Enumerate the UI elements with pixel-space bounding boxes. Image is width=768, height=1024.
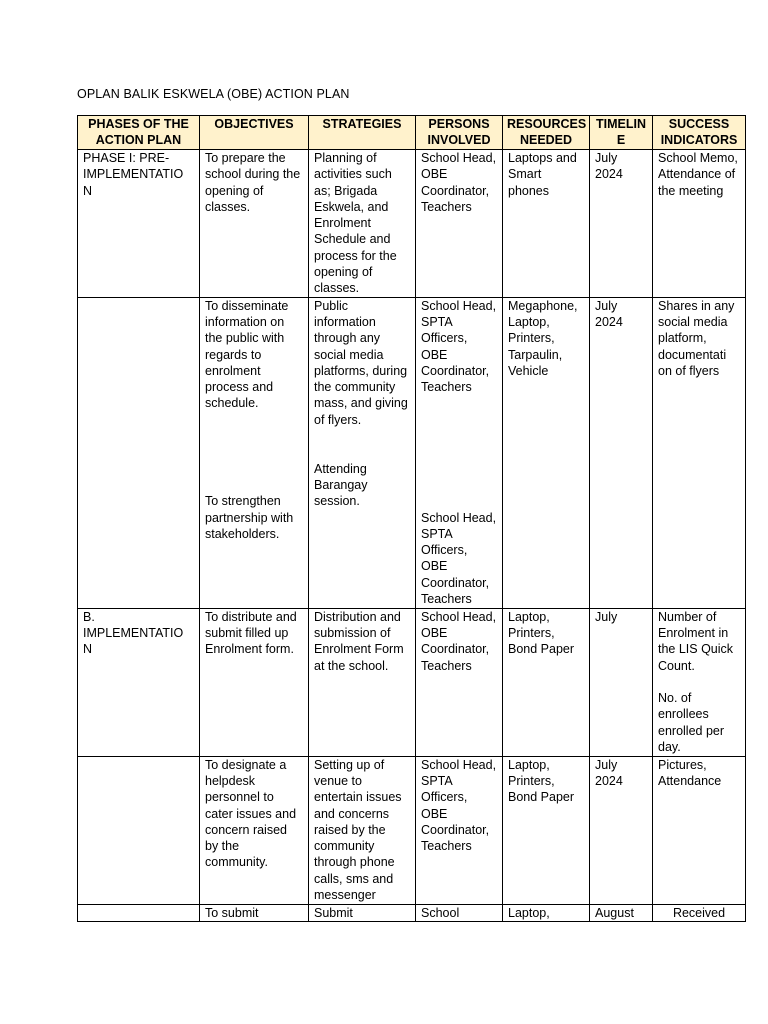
- cell-persons: School Head, OBE Coordinator, Teachers: [416, 608, 503, 756]
- cell-phase: [78, 297, 200, 608]
- cell-phase: [78, 756, 200, 904]
- cell-persons: School Head, SPTA Officers, OBE Coordinator, Teachers School Head, SPTA Officers, OBE Coordinator, Teachers: [416, 297, 503, 608]
- cell-indicators: Number of Enrolment in the LIS Quick Count. No. of enrollees enrolled per day.: [653, 608, 746, 756]
- cell-resources: Laptop,: [503, 904, 590, 921]
- cell-phase: B. IMPLEMENTATIO N: [78, 608, 200, 756]
- cell-indicators: School Memo, Attendance of the meeting: [653, 150, 746, 298]
- cell-indicators: Pictures, Attendance: [653, 756, 746, 904]
- cell-objectives: To prepare the school during the opening of classes.: [200, 150, 309, 298]
- table-header-row: [78, 116, 746, 150]
- cell-timeline: July 2024: [590, 150, 653, 298]
- table-row: [78, 904, 746, 921]
- cell-resources: Laptop, Printers, Bond Paper: [503, 756, 590, 904]
- cell-objectives: To disseminate information on the public with regards to enrolment process and schedule. To strengthen partnership with stakeholders.: [200, 297, 309, 608]
- header-strategies: STRATEGIES: [309, 116, 416, 150]
- cell-timeline: July 2024: [590, 297, 653, 608]
- cell-persons: School Head, SPTA Officers, OBE Coordinator, Teachers: [416, 756, 503, 904]
- cell-strategies: Planning of activities such as; Brigada Eskwela, and Enrolment Schedule and process for the opening of classes.: [309, 150, 416, 298]
- cell-strategies: Distribution and submission of Enrolment Form at the school.: [309, 608, 416, 756]
- document-title: OPLAN BALIK ESKWELA (OBE) ACTION PLAN: [77, 87, 350, 101]
- cell-strategies: Submit: [309, 904, 416, 921]
- cell-indicators: Shares in any social media platform, documentati on of flyers: [653, 297, 746, 608]
- cell-objectives: To distribute and submit filled up Enrolment form.: [200, 608, 309, 756]
- header-indicators: SUCCESS INDICATORS: [653, 116, 746, 150]
- cell-objectives: To submit: [200, 904, 309, 921]
- cell-persons: School Head, OBE Coordinator, Teachers: [416, 150, 503, 298]
- cell-phase: PHASE I: PRE-IMPLEMENTATIO N: [78, 150, 200, 298]
- table-row: [78, 297, 746, 608]
- table-row: [78, 150, 746, 298]
- cell-resources: Laptop, Printers, Bond Paper: [503, 608, 590, 756]
- cell-indicators: Received: [653, 904, 746, 921]
- action-plan-table: [77, 115, 746, 922]
- cell-timeline: August: [590, 904, 653, 921]
- cell-phase: [78, 904, 200, 921]
- cell-resources: Megaphone, Laptop, Printers, Tarpaulin, Vehicle: [503, 297, 590, 608]
- header-objectives: OBJECTIVES: [200, 116, 309, 150]
- cell-timeline: July 2024: [590, 756, 653, 904]
- table-row: [78, 608, 746, 756]
- cell-resources: Laptops and Smart phones: [503, 150, 590, 298]
- header-phases: PHASES OF THE ACTION PLAN: [78, 116, 200, 150]
- header-timeline: TIMELIN E: [590, 116, 653, 150]
- header-resources: RESOURCES NEEDED: [503, 116, 590, 150]
- table-row: [78, 756, 746, 904]
- cell-persons: School: [416, 904, 503, 921]
- header-persons: PERSONS INVOLVED: [416, 116, 503, 150]
- cell-strategies: Setting up of venue to entertain issues and concerns raised by the community through phone calls, sms and messenger: [309, 756, 416, 904]
- cell-objectives: To designate a helpdesk personnel to cater issues and concern raised by the community.: [200, 756, 309, 904]
- cell-strategies: Public information through any social media platforms, during the community mass, and giving of flyers. Attending Barangay session.: [309, 297, 416, 608]
- cell-timeline: July: [590, 608, 653, 756]
